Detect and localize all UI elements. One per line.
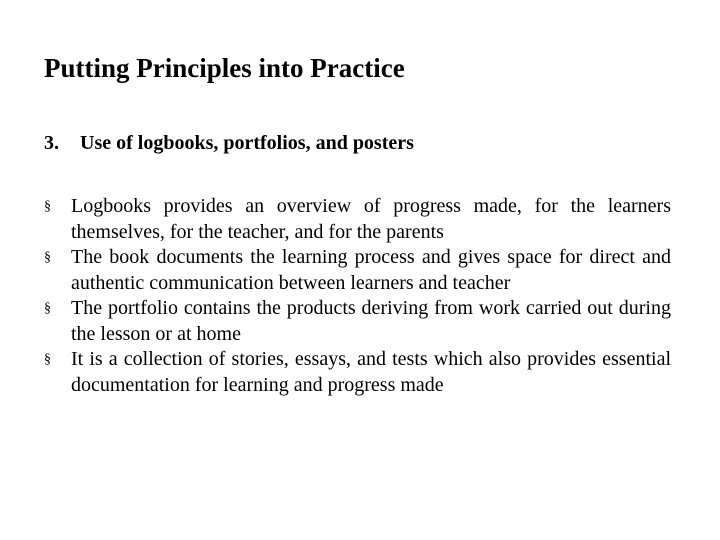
section-number: 3. [44,132,59,154]
slide-title: Putting Principles into Practice [44,53,405,83]
bullet-marker-icon: § [44,352,51,367]
list-item [44,194,671,245]
section-heading-text: Use of logbooks, portfolios, and posters [80,132,414,154]
list-item [44,296,671,347]
list-item [44,347,671,398]
list-item [44,245,671,296]
bullet-text: The portfolio contains the products deriving from work carried out during the lesson or at home [71,297,671,345]
bullet-text: Logbooks provides an overview of progress made, for the learners themselves, for the teacher, and for the parents [71,195,671,243]
bullet-list [44,194,671,398]
bullet-text: The book documents the learning process and gives space for direct and authentic communication between learners and teacher [71,246,671,294]
bullet-marker-icon: § [44,250,51,265]
bullet-text: It is a collection of stories, essays, and tests which also provides essential documentation for learning and progress made [71,348,671,396]
bullet-marker-icon: § [44,301,51,316]
bullet-marker-icon: § [44,199,51,214]
section-heading [44,131,414,155]
